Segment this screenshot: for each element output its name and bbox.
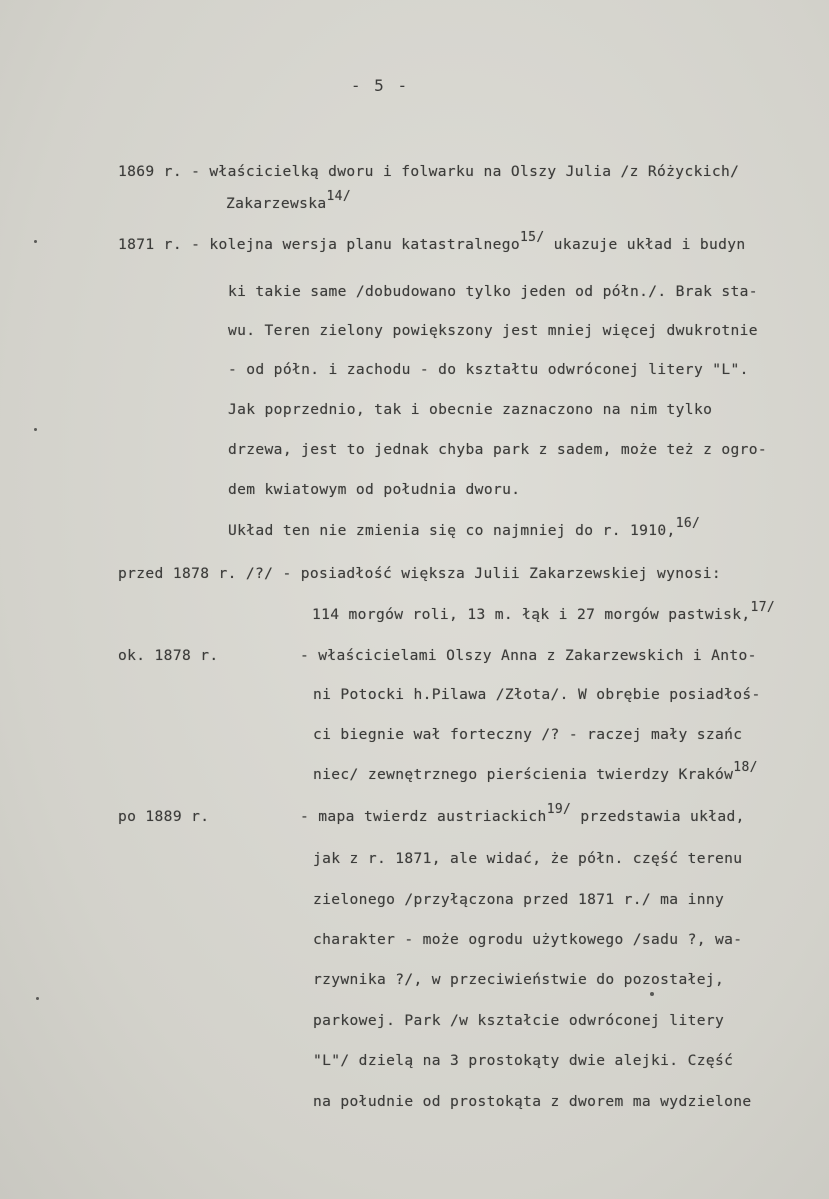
- text-line: [228, 441, 767, 458]
- line-text: "L"/ dzielą na 3 prostokąty dwie alejki. Część: [313, 1052, 734, 1069]
- date-label: ok. 1878 r.: [118, 647, 219, 664]
- line-text: 1869 r. - właścicielką dworu i folwarku na Olszy Julia /z Różyckich/: [118, 163, 740, 180]
- footnote-marker: 16/: [675, 516, 701, 531]
- line-text: ni Potocki h.Pilawa /Złota/. W obrębie posiadłoś-: [313, 686, 761, 703]
- text-line: [312, 600, 776, 623]
- text-line: [228, 361, 749, 378]
- text-line: [313, 760, 758, 783]
- text-line: [313, 1012, 724, 1029]
- line-text: 1871 r. - kolejna wersja planu katastralnego: [118, 236, 520, 253]
- scan-speck: [36, 997, 39, 1000]
- line-text: parkowej. Park /w kształcie odwróconej litery: [313, 1012, 725, 1029]
- text-line: [228, 283, 758, 300]
- text-line: [118, 230, 746, 253]
- text-line: [313, 850, 742, 867]
- line-text: 114 morgów roli, 13 m. łąk i 27 morgów pastwisk,: [312, 606, 751, 623]
- scan-speck: [34, 428, 37, 431]
- line-text: dem kwiatowym od południa dworu.: [228, 481, 521, 498]
- text-line: [118, 647, 219, 664]
- text-line: [313, 726, 742, 743]
- line-text: drzewa, jest to jednak chyba park z sadem, może też z ogro-: [228, 441, 768, 458]
- footnote-marker: 18/: [733, 760, 758, 775]
- line-text: - właścicielami Olszy Anna z Zakarzewskich i Anto-: [300, 647, 757, 664]
- line-text: przed 1878 r. /?/ - posiadłość większa Julii Zakarzewskiej wynosi:: [118, 565, 721, 582]
- line-text: Jak poprzednio, tak i obecnie zaznaczono na nim tylko: [228, 401, 713, 418]
- line-text: rzywnika ?/, w przeciwieństwie do pozostałej,: [313, 971, 725, 988]
- line-text: Zakarzewska: [226, 195, 327, 212]
- text-line: [118, 565, 721, 582]
- text-line: [313, 891, 724, 908]
- line-text: ki takie same /dobudowano tylko jeden od półn./. Brak sta-: [228, 283, 758, 300]
- footnote-marker: 15/: [520, 230, 545, 245]
- line-text: zielonego /przyłączona przed 1871 r./ ma inny: [313, 891, 725, 908]
- line-text: przedstawia układ,: [571, 808, 745, 825]
- scan-speck: [34, 240, 37, 243]
- text-line: [313, 971, 724, 988]
- line-text: Układ ten nie zmienia się co najmniej do r. 1910,: [228, 522, 676, 539]
- text-line: [228, 401, 712, 418]
- page-number: - 5 -: [350, 76, 410, 95]
- footnote-marker: 19/: [546, 802, 572, 817]
- line-text: - mapa twierdz austriackich: [300, 808, 547, 825]
- line-text: charakter - może ogrodu użytkowego /sadu ?, wa-: [313, 931, 743, 948]
- text-line: [313, 931, 742, 948]
- line-text: ukazuje układ i budyn: [544, 236, 746, 253]
- line-text: niec/ zewnętrznego pierścienia twierdzy Kraków: [313, 766, 734, 783]
- footnote-marker: 14/: [326, 189, 352, 204]
- text-line: [313, 1093, 752, 1110]
- line-text: jak z r. 1871, ale widać, że półn. część terenu: [313, 850, 743, 867]
- text-line: [313, 686, 761, 703]
- footnote-marker: 17/: [750, 600, 776, 615]
- text-line: [118, 163, 739, 180]
- line-text: - od półn. i zachodu - do kształtu odwróconej litery "L".: [228, 361, 749, 378]
- text-line: [228, 322, 758, 339]
- text-line: [226, 189, 352, 212]
- text-line: [300, 647, 757, 664]
- text-line: [300, 802, 745, 825]
- date-label: po 1889 r.: [118, 808, 210, 825]
- line-text: wu. Teren zielony powiększony jest mniej więcej dwukrotnie: [228, 322, 758, 339]
- scan-speck: [650, 992, 654, 996]
- text-line: [228, 516, 701, 539]
- text-line: [118, 808, 209, 825]
- line-text: ci biegnie wał forteczny /? - raczej mały szańc: [313, 726, 743, 743]
- line-text: na południe od prostokąta z dworem ma wydzielone: [313, 1093, 752, 1110]
- text-line: [228, 481, 520, 498]
- text-line: [313, 1052, 733, 1069]
